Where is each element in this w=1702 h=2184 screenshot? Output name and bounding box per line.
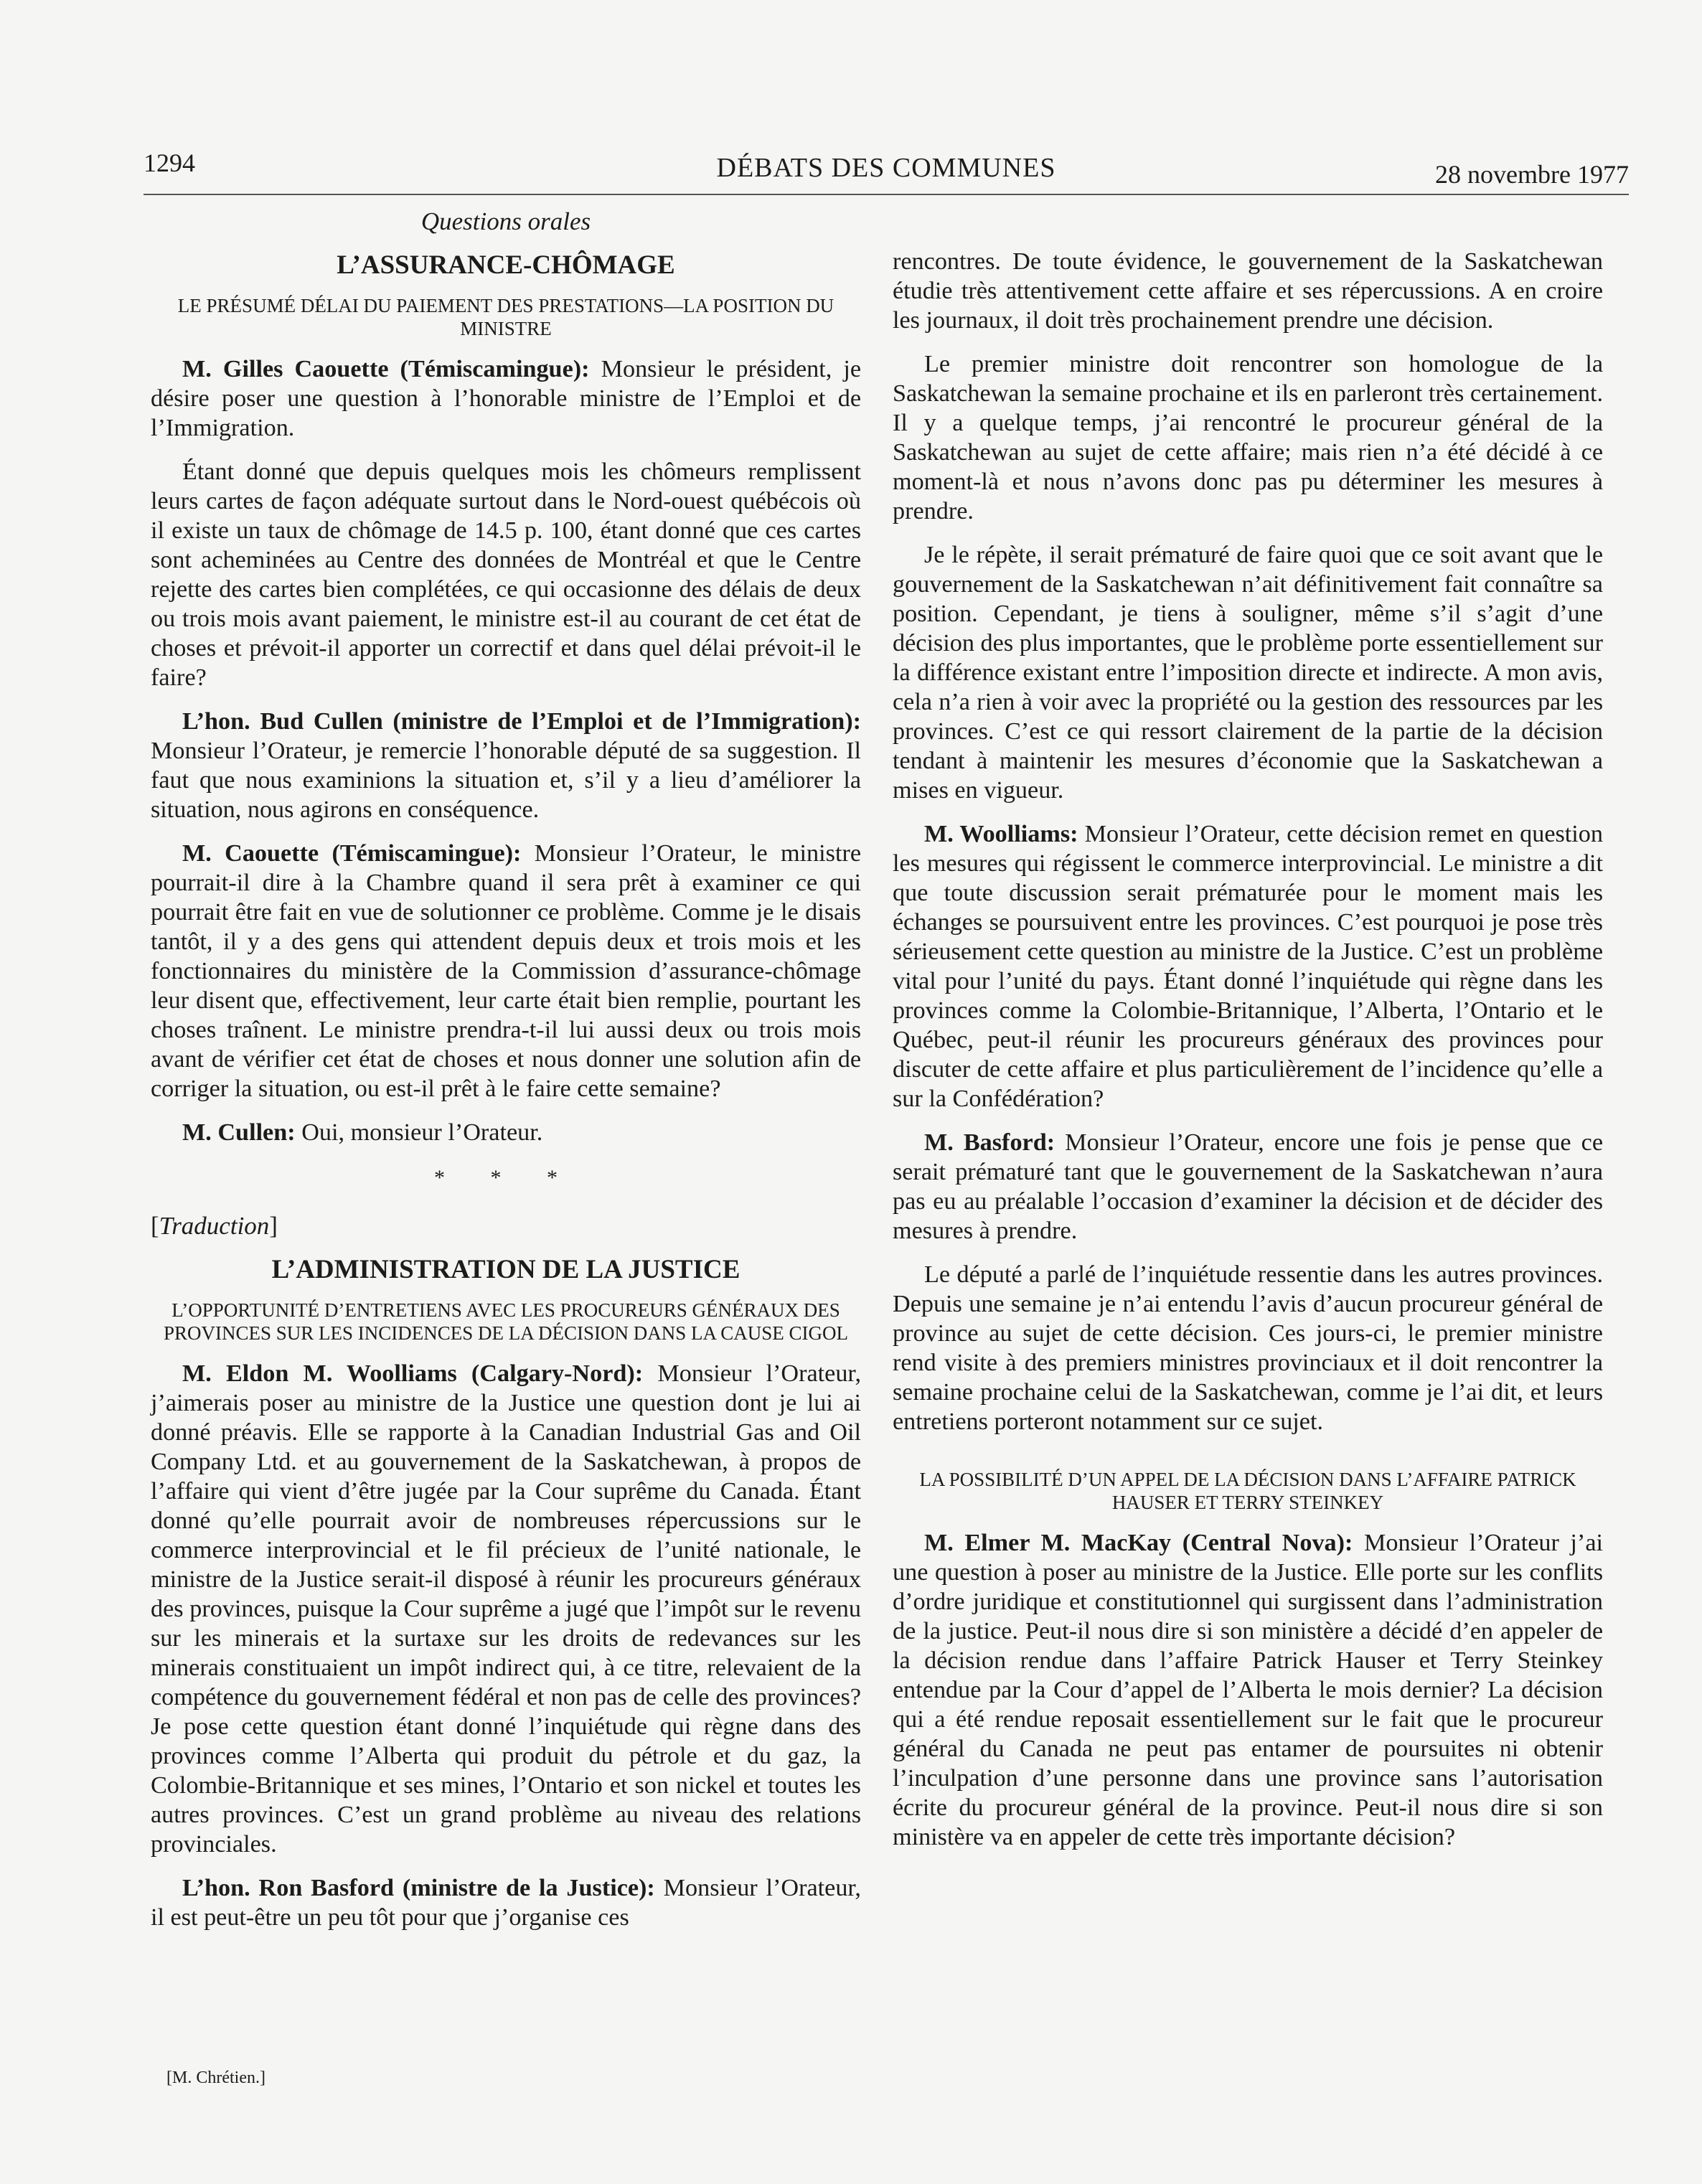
speech-paragraph	[893, 1128, 1603, 1246]
speech-paragraph	[151, 354, 861, 443]
journal-title: DÉBATS DES COMMUNES	[716, 153, 1056, 183]
footer-reference: [M. Chrétien.]	[166, 2068, 265, 2087]
section-label: Questions orales	[420, 207, 591, 235]
speaker-name: M. Woolliams:	[924, 821, 1078, 847]
rubric-heading: L’ASSURANCE-CHÔMAGE	[337, 250, 675, 280]
speaker-name: M. Eldon M. Woolliams (Calgary-Nord):	[182, 1360, 644, 1387]
speech-text: Monsieur l’Orateur, le ministre pourrait-il dire à la Chambre quand il sera prêt à examiner ce qui pourrait être fait en vue de solutionner ce problème. Comme je le disais tantôt, il y a des gens qui attendent depuis deux et trois mois et les fonctionnaires du ministère de la Commission d’assurance-chômage leur disent que, effectivement, leur carte était bien remplie, pourtant les choses traînent. Le ministre prendra-t-il lui aussi deux ou trois mois avant de vérifier cet état de choses et nous donner une solution afin de corriger la situation, ou est-il prêt à le faire cette semaine?	[151, 840, 862, 1102]
page-header	[144, 143, 1629, 195]
translation-tag-text: Traduction	[159, 1212, 270, 1240]
subheading: L’OPPORTUNITÉ D’ENTRETIENS AVEC LES PROCUREURS GÉNÉRAUX DES PROVINCES SUR LES INCIDENCES DE LA DÉCISION DANS LA CAUSE CIGOL	[163, 1299, 849, 1344]
speaker-name: L’hon. Ron Basford (ministre de la Justice):	[182, 1875, 655, 1901]
speech-paragraph	[151, 1873, 861, 1932]
translation-tag: [Traduction]	[151, 1212, 278, 1240]
speech-paragraph: Étant donné que depuis quelques mois les chômeurs remplissent leurs cartes de façon adéquate surtout dans le Nord-ouest québécois où il existe un taux de chômage de 14.5 p. 100, étant donné que ces cartes sont acheminées au Centre des données de Montréal et que le Centre rejette des cartes bien complétées, ce qui occasionne des délais de deux ou trois mois avant paiement, le ministre est-il au courant de cet état de choses et prévoit-il apporter un correctif et dans quel délai prévoit-il le faire?	[151, 458, 861, 691]
section-separator: * * *	[434, 1166, 578, 1190]
subheading: LE PRÉSUMÉ DÉLAI DU PAIEMENT DES PRESTATIONS—LA POSITION DU MINISTRE	[177, 295, 834, 339]
right-column	[893, 247, 1603, 1866]
speech-text: Monsieur l’Orateur, encore une fois je pense que ce serait prématuré tant que le gouvernement de la Saskatchewan n’aura pas eu au préalable l’occasion d’examiner la décision et de décider des mesures à prendre.	[893, 1129, 1603, 1244]
speech-text: Monsieur l’Orateur j’ai une question à poser au ministre de la Justice. Elle porte sur les conflits d’ordre juridique et constitutionnel qui surgissent dans l’administration de la justice. Peut-il nous dire si son ministère a décidé d’en appeler de la décision rendue dans l’affaire Patrick Hauser et Terry Steinkey entendue par la Cour d’appel de l’Alberta le mois dernier? La décision qui a été rendue reposait essentiellement sur le fait que le procureur général du Canada ne peut pas entamer de poursuites ni obtenir l’inculpation d’une personne dans une province sans l’autorisation écrite du procureur général de la province. Peut-il nous dire si son ministère va en appeler de cette très importante décision?	[893, 1530, 1603, 1850]
speech-paragraph: Le premier ministre doit rencontrer son homologue de la Saskatchewan la semaine prochaine et ils en parleront très certainement. Il y a quelque temps, j’ai rencontré le procureur général de la Saskatchewan au sujet de cette affaire; mais rien n’a été décidé à ce moment-là et nous n’avons donc pas pu déterminer les mesures à prendre.	[893, 351, 1603, 524]
speech-paragraph: Le député a parlé de l’inquiétude ressentie dans les autres provinces. Depuis une semaine je n’ai entendu l’avis d’aucun procureur général de province au sujet de cette décision. Ces jours-ci, le premier ministre rend visite à des premiers ministres provinciaux et il doit rencontrer la semaine prochaine celui de la Saskatchewan, comme je l’ai dit, et leurs entretiens porteront notamment sur ce sujet.	[893, 1261, 1603, 1435]
speech-text: Monsieur l’Orateur, cette décision remet en question les mesures qui régissent le commerce interprovincial. Le ministre a dit que toute discussion serait prématurée pour le moment mais les échanges se poursuivent entre les provinces. C’est pourquoi je pose très sérieusement cette question au ministre de la Justice. C’est un problème vital pour l’unité du pays. Étant donné l’inquiétude qui règne dans les provinces comme la Colombie-Britannique, l’Alberta, l’Ontario et le Québec, peut-il réunir les procureurs généraux des provinces pour discuter de cette affaire et plus particulièrement de l’incidence qu’elle a sur la Confédération?	[893, 821, 1603, 1112]
speech-paragraph: rencontres. De toute évidence, le gouvernement de la Saskatchewan étudie très attentivement cette affaire et ses répercussions. A en croire les journaux, il doit très prochainement prendre une décision.	[893, 248, 1603, 334]
speech-paragraph	[151, 839, 861, 1103]
speaker-name: L’hon. Bud Cullen (ministre de l’Emploi et de l’Immigration):	[182, 708, 861, 735]
speech-paragraph	[151, 1359, 861, 1859]
rubric-heading: L’ADMINISTRATION DE LA JUSTICE	[271, 1255, 740, 1284]
left-column	[151, 207, 861, 1947]
subheading: LA POSSIBILITÉ D’UN APPEL DE LA DÉCISION DANS L’AFFAIRE PATRICK HAUSER ET TERRY STEINKEY	[919, 1469, 1576, 1513]
page-date: 28 novembre 1977	[1435, 160, 1629, 189]
speech-text: Oui, monsieur l’Orateur.	[295, 1119, 543, 1146]
speaker-name: M. Elmer M. MacKay (Central Nova):	[924, 1530, 1353, 1556]
speaker-name: M. Gilles Caouette (Témiscamingue):	[182, 356, 590, 382]
speech-paragraph	[151, 707, 861, 824]
speech-paragraph	[893, 819, 1603, 1114]
speech-text: Monsieur le président, je désire poser une question à l’honorable ministre de l’Emploi et de l’Immigration.	[151, 356, 861, 441]
speech-text: Monsieur l’Orateur, je remercie l’honorable député de sa suggestion. Il faut que nous examinions la situation et, s’il y a lieu d’améliorer la situation, nous agirons en conséquence.	[151, 738, 861, 823]
speech-paragraph	[151, 1118, 861, 1147]
speech-text: Monsieur l’Orateur, il est peut-être un peu tôt pour que j’organise ces	[151, 1875, 861, 1931]
speech-text: Monsieur l’Orateur, j’aimerais poser au ministre de la Justice une question dont je lui ai donné préavis. Elle se rapporte à la Canadian Industrial Gas and Oil Company Ltd. et au gouvernement de la Saskatchewan, à propos de l’affaire qui vient d’être jugée par la Cour suprême du Canada. Étant donné qu’elle pourrait avoir de nombreuses répercussions sur le commerce interprovincial et le fil précieux de l’unité nationale, le ministre de la Justice serait-il disposé à réunir les procureurs généraux des provinces, puisque la Cour suprême a jugé que l’impôt sur le revenu sur les minerais et la surtaxe sur les droits de redevances sur les minerais constituaient un impôt indirect qui, à ce titre, relevaient de la compétence du gouvernement fédéral et non pas de celle des provinces? Je pose cette question étant donné l’inquiétude qui règne dans des provinces comme l’Alberta qui produit du pétrole et du gaz, la Colombie-Britannique et ses mines, l’Ontario et son nickel et toutes les autres provinces. C’est un grand problème au niveau des relations provinciales.	[151, 1360, 861, 1858]
speaker-name: M. Basford:	[924, 1129, 1055, 1156]
speaker-name: M. Caouette (Témiscamingue):	[182, 840, 522, 867]
speaker-name: M. Cullen:	[182, 1119, 296, 1146]
speech-paragraph: Je le répète, il serait prématuré de faire quoi que ce soit avant que le gouvernement de la Saskatchewan n’ait définitivement fait connaître sa position. Cependant, je tiens à souligner, même s’il s’agit d’une décision des plus importantes, que le problème porte essentiellement sur la différence existant entre l’imposition directe et indirecte. A mon avis, cela n’a rien à voir avec la propriété ou la gestion des ressources par les provinces. C’est ce qui ressort clairement de la partie de la décision tendant à maintenir les mesures d’économie que la Saskatchewan a mises en vigueur.	[893, 542, 1603, 804]
speech-paragraph	[893, 1528, 1603, 1852]
page-number: 1294	[144, 149, 195, 177]
